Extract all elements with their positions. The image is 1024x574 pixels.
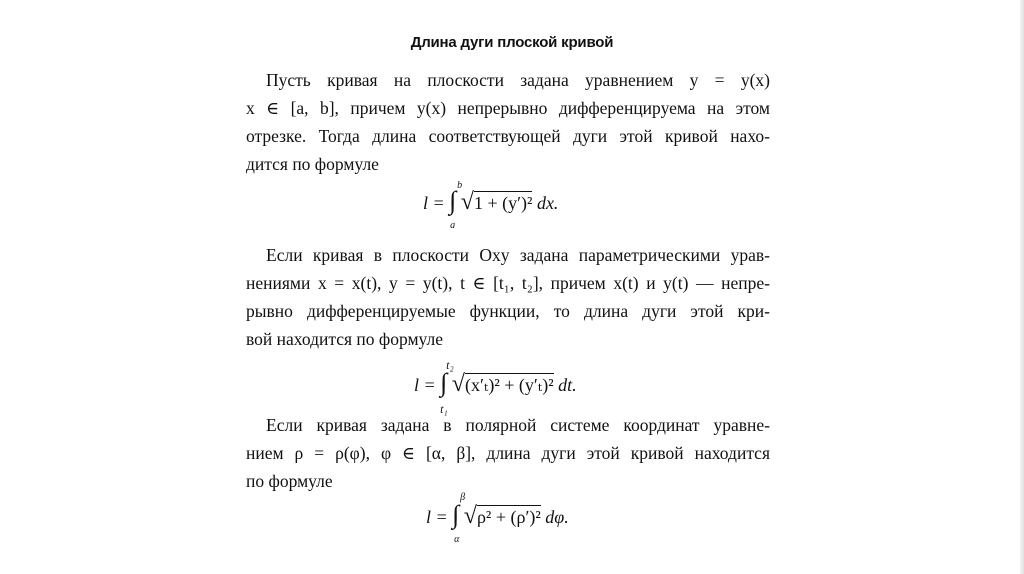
text-line: дится по формуле	[246, 154, 379, 174]
slide-title: Длина дуги плоской кривой	[410, 34, 614, 51]
text-line: по формуле	[246, 471, 333, 491]
paragraph-1	[246, 66, 770, 178]
text-line: нием ρ = ρ(φ), φ ∈ [α, β], длина дуги этой кривой находится	[246, 443, 770, 463]
integral-sign: ∫ t₂ t₁	[440, 358, 454, 416]
upper-limit: b	[457, 180, 463, 191]
text-line: Пусть кривая на плоскости задана уравнением y = y(x)	[266, 70, 770, 90]
text-line: Если кривая в плоскости Oxy задана параметрическими урав-	[266, 245, 770, 265]
lower-limit: t₁	[440, 402, 448, 416]
lower-limit: α	[454, 534, 460, 545]
lower-limit: a	[450, 220, 456, 231]
radicand: 1 + (y′)²	[473, 193, 533, 213]
differential: dφ.	[545, 507, 569, 527]
arc-length-formula-cartesian	[423, 180, 559, 231]
paragraph-2	[246, 241, 770, 353]
formula-lhs: l =	[414, 375, 436, 395]
text-line: нениями x = x(t), y = y(t), t ∈ [t₁, t₂], причем x(t) и y(t) — непре-	[246, 273, 770, 293]
upper-limit: β	[460, 492, 466, 503]
radicand: (x′ₜ)² + (y′ₜ)²	[464, 375, 554, 395]
integral-sign: ∫ b a	[449, 180, 463, 231]
integral-sign: ∫ β α	[452, 492, 466, 545]
slide-edge	[1020, 0, 1024, 574]
sqrt-sign: √	[463, 503, 477, 529]
differential: dx.	[536, 193, 559, 213]
text-line: рывно дифференцируемые функции, то длина дуги этой кри-	[246, 301, 770, 321]
text-line: x ∈ [a, b], причем y(x) непрерывно дифференцируема на этом	[246, 98, 770, 118]
arc-length-formula-parametric	[414, 358, 577, 416]
formula-lhs: l =	[423, 193, 445, 213]
formula-lhs: l =	[426, 507, 448, 527]
paragraph-3	[246, 411, 770, 495]
radicand: ρ² + (ρ′)²	[476, 507, 541, 527]
sqrt-sign: √	[451, 371, 465, 397]
sqrt-sign: √	[460, 189, 474, 215]
arc-length-formula-polar	[426, 492, 569, 545]
text-line: Если кривая задана в полярной системе координат уравне-	[266, 415, 770, 435]
text-line: отрезке. Тогда длина соответствующей дуги этой кривой нахо-	[246, 126, 770, 146]
text-line: вой находится по формуле	[246, 329, 444, 349]
differential: dt.	[558, 375, 577, 395]
upper-limit: t₂	[446, 358, 454, 372]
